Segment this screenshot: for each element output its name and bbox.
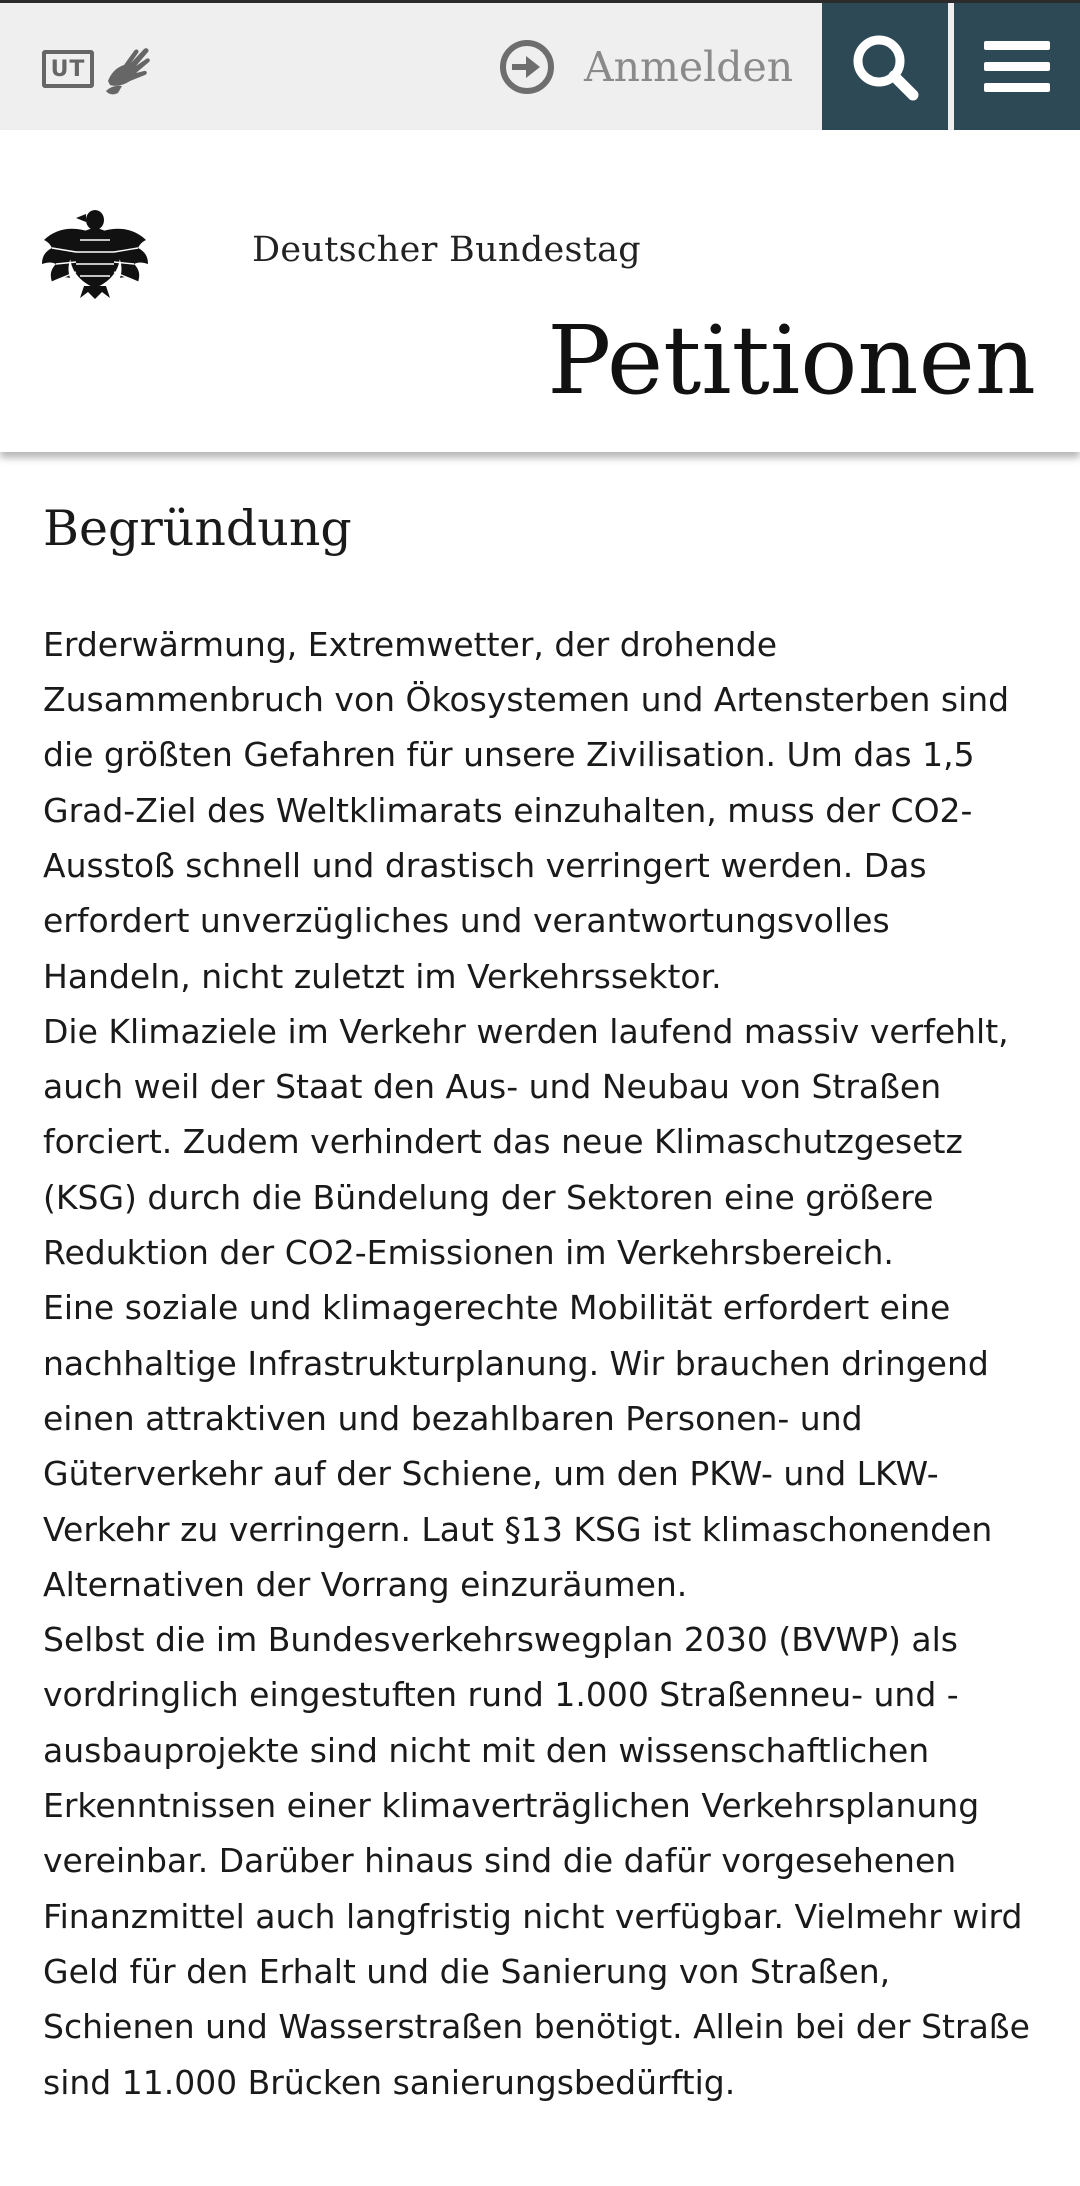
login-arrow-icon (498, 38, 556, 96)
institution-name[interactable]: Deutscher Bundestag (252, 230, 641, 270)
subtitles-icon[interactable]: UT (42, 50, 94, 88)
accessibility-links[interactable] (42, 41, 154, 97)
search-button[interactable] (822, 3, 948, 130)
login-button[interactable] (498, 35, 793, 99)
main-content (43, 500, 1043, 2110)
sign-language-icon[interactable] (100, 41, 154, 97)
search-icon (847, 29, 923, 105)
site-title[interactable]: Petitionen (547, 306, 1036, 416)
login-label: Anmelden (584, 43, 794, 91)
menu-button[interactable] (954, 3, 1080, 130)
section-heading: Begründung (43, 500, 352, 557)
reasoning-text (43, 617, 1043, 2110)
paragraph: Eine soziale und klimagerechte Mobilität erfordert eine nachhaltige Infrastrukturplanung. Wir brauchen dringend einen attraktiven und bezahlbaren Personen- und Güterverkehr auf der Schiene, um den PKW- und LKW-Verkehr zu verringern. Laut §13 KSG ist klimaschonenden Alternativen der Vorrang einzuräumen. (43, 1288, 993, 1604)
federal-eagle-logo[interactable] (40, 200, 150, 300)
paragraph: Erderwärmung, Extremwetter, der drohende Zusammenbruch von Ökosystemen und Artensterben sind die größten Gefahren für unsere Zivilisation. Um das 1,5 Grad-Ziel des Weltklimarats einzuhalten, muss der CO2-Ausstoß schnell und drastisch verringert werden. Das erfordert unverzügliches und verantwortungsvolles Handeln, nicht zuletzt im Verkehrssektor. (43, 624, 1010, 996)
paragraph: Selbst die im Bundesverkehrswegplan 2030 (BVWP) als vordringlich eingestuften rund 1.000 Straßenneu- und -ausbauprojekte sind nicht mit den wissenschaftlichen Erkenntnissen einer klimaverträglichen Verkehrsplanung vereinbar. Darüber hinaus sind die dafür vorgesehenen Finanzmittel auch langfristig nicht verfügbar. Vielmehr wird Geld für den Erhalt und die Sanierung von Straßen, Schienen und Wasserstraßen benötigt. Allein bei der Straße sind 11.000 Brücken sanierungsbedürftig. (43, 1620, 1030, 2102)
site-header (0, 130, 1080, 452)
top-bar (0, 3, 1080, 130)
paragraph: Die Klimaziele im Verkehr werden laufend massiv verfehlt, auch weil der Staat den Aus- und Neubau von Straßen forciert. Zudem verhindert das neue Klimaschutzgesetz (KSG) durch die Bündelung der Sektoren eine größere Reduktion der CO2-Emissionen im Verkehrsbereich. (43, 1011, 1009, 1273)
hamburger-menu-icon (982, 37, 1052, 97)
